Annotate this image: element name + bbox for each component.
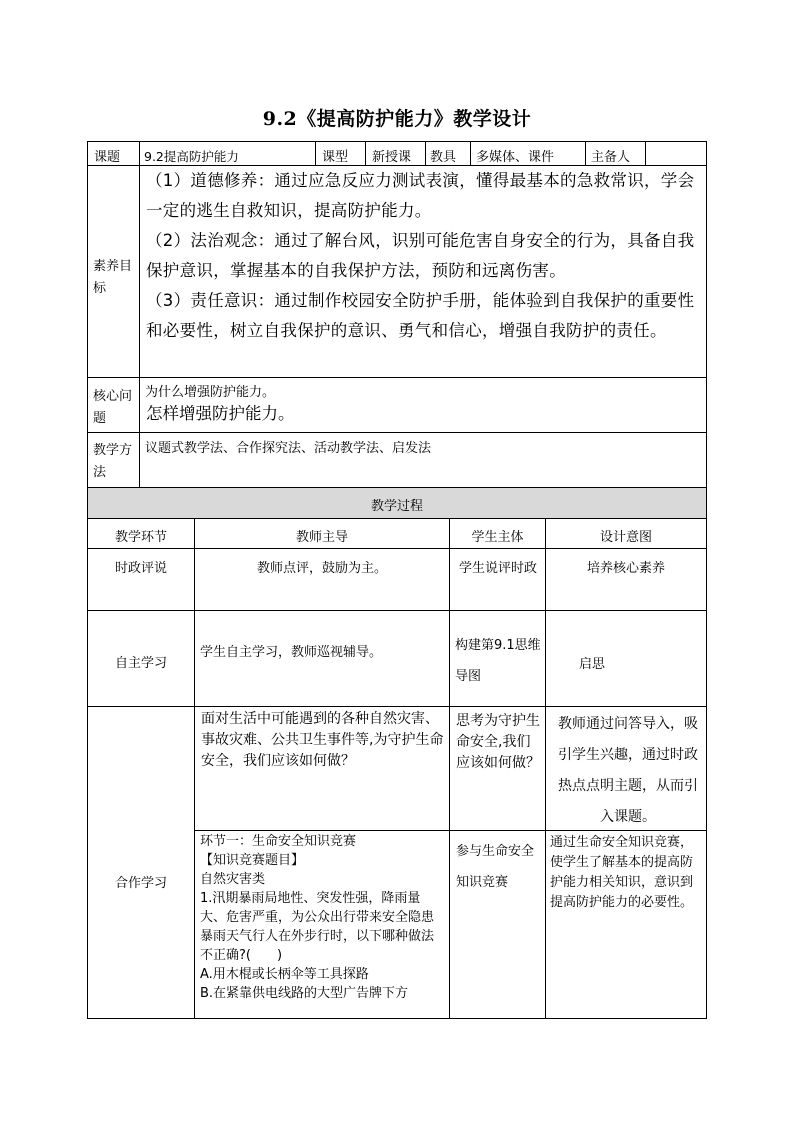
header-divider-3	[365, 141, 366, 166]
process-col-divider-3	[545, 518, 546, 1019]
header-divider-2	[315, 141, 316, 166]
row4-teacher-line-6: B.在紧靠供电线路的大型广告牌下方	[200, 986, 409, 1001]
tools-value: 多媒体、课件	[476, 150, 555, 165]
process-row1-bottom-border	[87, 610, 707, 611]
core-row-bottom-border	[87, 432, 707, 433]
row3-student: 思考为守护生命安全,我们应该如何做？	[456, 713, 540, 771]
process-header-student: 学生主体	[471, 530, 524, 545]
row1-student: 学生说评时政	[458, 561, 537, 576]
type-value: 新授课	[372, 150, 412, 165]
row4-teacher-line-3: 自然灾害类	[200, 872, 266, 887]
header-divider-6	[585, 141, 586, 166]
row4-intent: 通过生命安全知识竞赛，使学生了解基本的提高防护能力相关知识，意识到提高防护能力的必要性。	[550, 835, 694, 910]
method-label: 教学方法	[93, 443, 133, 480]
preparer-label: 主备人	[591, 150, 631, 165]
course-value: 9.2提高防护能力	[144, 149, 239, 164]
row4-teacher-line-4: 1.汛期暴雨局地性、突发性强，降雨量大、危害严重，为公众出行带来安全隐患暴雨天气行人在外步行时，以下哪种做法不正确?( )	[200, 891, 435, 963]
literacy-label: 素养目标	[93, 259, 133, 296]
header-divider-5	[470, 141, 471, 166]
tools-label: 教具	[430, 150, 457, 165]
row3-stage: 合作学习	[114, 876, 167, 891]
row4-teacher	[200, 832, 446, 1003]
row4-student: 参与生命安全知识竞赛	[456, 844, 535, 890]
row1-teacher: 教师点评，鼓励为主。	[256, 561, 387, 576]
label-column-divider	[139, 141, 140, 487]
process-header-intent: 设计意图	[599, 530, 652, 545]
process-bottom-border	[87, 1018, 707, 1019]
literacy-content	[146, 166, 704, 346]
process-top-border	[87, 487, 707, 488]
row2-stage: 自主学习	[114, 656, 167, 671]
literacy-item-3: （3）责任意识：通过制作校园安全防护手册，能体验到自我保护的重要性和必要性，树立自我保护的意识、勇气和信心，增强自我防护的责任。	[146, 291, 695, 340]
type-label: 课型	[322, 150, 349, 165]
document-title: 9.2《提高防护能力》教学设计	[262, 108, 532, 130]
process-title-bottom-border	[87, 518, 707, 519]
process-header-teacher: 教师主导	[295, 530, 348, 545]
upper-table-top-border	[87, 141, 707, 142]
row1-intent: 培养核心素养	[586, 561, 665, 576]
row3-intent: 教师通过问答导入，吸引学生兴趣，通过时政热点点明主题，从而引入课题。	[558, 716, 698, 825]
core-line-2: 怎样增强防护能力。	[146, 404, 295, 423]
process-right-border	[706, 487, 707, 1019]
row4-teacher-line-5: A.用木棍或长柄伞等工具探路	[200, 967, 369, 982]
process-col-divider-1	[194, 518, 195, 1019]
row2-intent: 启思	[579, 657, 606, 672]
process-col-divider-2	[449, 518, 450, 1019]
method-value: 议题式教学法、合作探究法、活动教学法、启发法	[145, 441, 432, 456]
row4-teacher-line-2: 【知识竞赛题目】	[200, 853, 305, 868]
literacy-item-1: （1）道德修养：通过应急反应力测试表演，懂得最基本的急救常识，学会一定的逃生自救知识，提高防护能力。	[146, 171, 695, 220]
upper-table-right-border	[706, 141, 707, 487]
process-header-bottom-border	[87, 548, 707, 549]
row2-student: 构建第9.1思维导图	[455, 638, 541, 684]
upper-table-left-border	[87, 141, 88, 487]
process-header-stage: 教学环节	[114, 530, 167, 545]
row2-teacher: 学生自主学习，教师巡视辅导。	[200, 645, 383, 660]
literacy-item-2: （2）法治观念：通过了解台风，识别可能危害自身安全的行为，具备自我保护意识，掌握基本的自我保护方法，预防和远离伤害。	[146, 231, 695, 280]
literacy-row-bottom-border	[87, 377, 707, 378]
row3-teacher: 面对生活中可能遇到的各种自然灾害、事故灾难、公共卫生事件等,为守护生命安全，我们应该如何做？	[201, 711, 444, 769]
core-line-1: 为什么增强防护能力。	[145, 385, 276, 400]
course-label: 课题	[94, 150, 121, 165]
row4-teacher-line-1: 环节一：生命安全知识竞赛	[200, 834, 357, 849]
core-label: 核心问题	[93, 389, 133, 426]
header-divider-7	[645, 141, 646, 166]
row1-stage: 时政评说	[114, 561, 167, 576]
process-row2-bottom-border	[87, 706, 707, 707]
header-divider-4	[425, 141, 426, 166]
process-title: 教学过程	[370, 499, 423, 514]
